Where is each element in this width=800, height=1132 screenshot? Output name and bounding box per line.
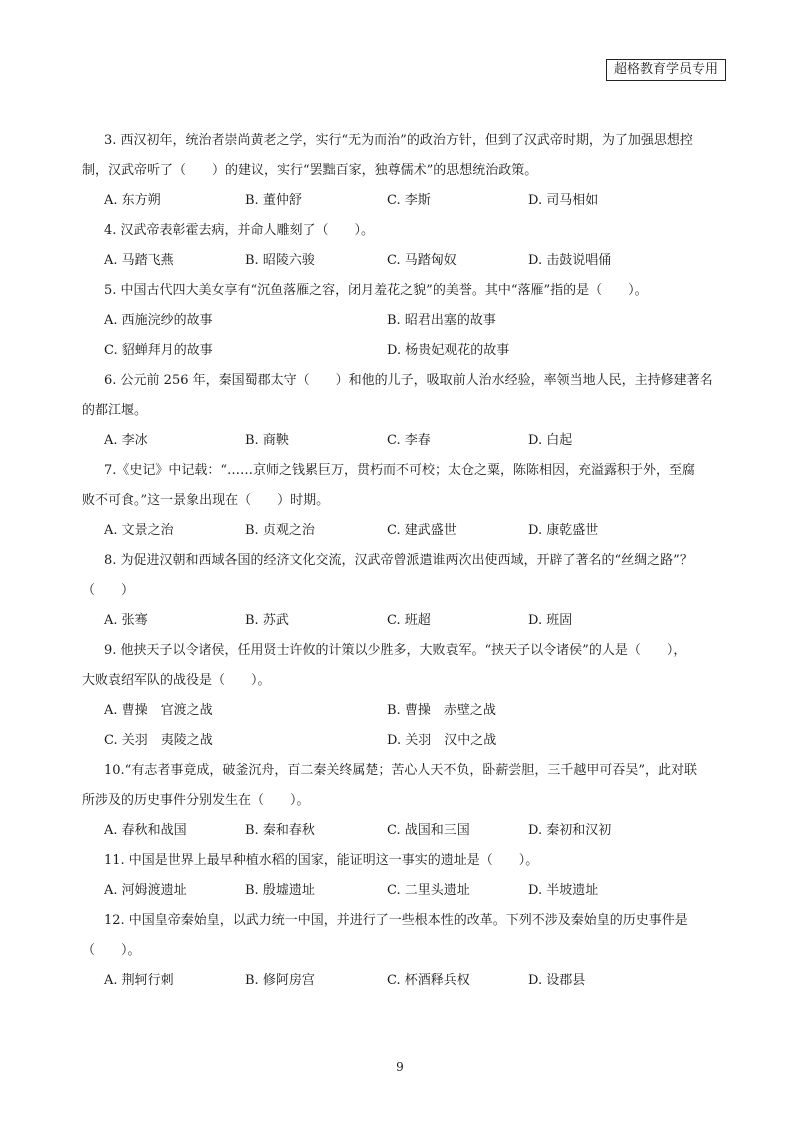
question-8-line-2: （ ） <box>82 583 135 598</box>
question-12-option-c: C. 杯酒释兵权 <box>387 973 470 988</box>
question-7-option-b: B. 贞观之治 <box>245 523 315 538</box>
header-badge: 超格教育学员专用 <box>606 59 726 81</box>
question-10-line-2: 所涉及的历史事件分别发生在（ ）。 <box>82 793 310 808</box>
question-7-option-c: C. 建武盛世 <box>387 523 457 538</box>
question-10-line-1: 10.“有志者事竟成，破釜沉舟，百二秦关终属楚；苦心人天不负，卧薪尝胆，三千越甲可吞吴”，此对联 <box>104 763 697 778</box>
question-4-option-d: D. 击鼓说唱俑 <box>528 253 612 268</box>
question-8-line-1: 8. 为促进汉朝和西域各国的经济文化交流，汉武帝曾派遣谁两次出使西域，开辟了著名的“丝绸之路”？ <box>104 553 693 568</box>
question-9-option-b: B. 曹操 赤壁之战 <box>387 703 496 718</box>
question-4-option-a: A. 马踏飞燕 <box>104 253 174 268</box>
question-12-option-a: A. 荆轲行刺 <box>104 973 174 988</box>
question-6-line-1: 6. 公元前 256 年，秦国蜀郡太守（ ）和他的儿子，吸取前人治水经验，率领当地人民，主持修建著名 <box>104 373 713 388</box>
question-3-option-a: A. 东方朔 <box>104 193 161 208</box>
question-4-option-b: B. 昭陵六骏 <box>245 253 315 268</box>
question-12-line-1: 12. 中国皇帝秦始皇，以武力统一中国，并进行了一些根本性的改革。下列不涉及秦始皇的历史事件是 <box>104 913 688 928</box>
question-3-line-2: 制，汉武帝听了（ ）的建议，实行“罢黜百家，独尊儒术”的思想统治政策。 <box>82 163 538 178</box>
question-11-option-a: A. 河姆渡遗址 <box>104 883 187 898</box>
question-3-option-c: C. 李斯 <box>387 193 431 208</box>
question-7-line-2: 败不可食。”这一景象出现在（ ）时期。 <box>82 493 330 508</box>
question-5-line-1: 5. 中国古代四大美女享有“沉鱼落雁之容，闭月羞花之貌”的美誉。其中“落雁”指的是（ ）。 <box>104 283 648 298</box>
question-8-option-d: D. 班固 <box>528 613 573 628</box>
question-9-option-d: D. 关羽 汉中之战 <box>387 733 497 748</box>
question-5-option-a: A. 西施浣纱的故事 <box>104 313 213 328</box>
question-4-option-c: C. 马踏匈奴 <box>387 253 457 268</box>
question-7-option-a: A. 文景之治 <box>104 523 174 538</box>
question-12-option-b: B. 修阿房宫 <box>245 973 315 988</box>
question-11-line-1: 11. 中国是世界上最早种植水稻的国家，能证明这一事实的遗址是（ ）。 <box>104 853 539 868</box>
question-12-option-d: D. 设郡县 <box>528 973 586 988</box>
question-11-option-b: B. 殷墟遗址 <box>245 883 315 898</box>
page-number: 9 <box>396 1060 404 1074</box>
question-4-line-1: 4. 汉武帝表彰霍去病，并命人雕刻了（ ）。 <box>104 223 375 238</box>
question-6-option-a: A. 李冰 <box>104 433 148 448</box>
question-9-line-2: 大败袁绍军队的战役是（ ）。 <box>82 673 271 688</box>
question-7-line-1: 7.《史记》中记载：“……京师之钱累巨万，贯朽而不可校；太仓之粟，陈陈相因，充溢露积于外，至腐 <box>104 463 696 478</box>
question-10-option-d: D. 秦初和汉初 <box>528 823 612 838</box>
question-9-option-a: A. 曹操 官渡之战 <box>104 703 213 718</box>
question-3-line-1: 3. 西汉初年，统治者崇尚黄老之学，实行“无为而治”的政治方针，但到了汉武帝时期，为了加强思想控 <box>104 133 693 148</box>
question-3-option-b: B. 董仲舒 <box>245 193 302 208</box>
question-9-option-c: C. 关羽 夷陵之战 <box>104 733 213 748</box>
question-7-option-d: D. 康乾盛世 <box>528 523 599 538</box>
question-12-line-2: （ ）。 <box>82 943 141 958</box>
question-8-option-a: A. 张骞 <box>104 613 148 628</box>
question-11-option-d: D. 半坡遗址 <box>528 883 599 898</box>
question-6-option-c: C. 李春 <box>387 433 431 448</box>
question-10-option-a: A. 春秋和战国 <box>104 823 187 838</box>
question-5-option-d: D. 杨贵妃观花的故事 <box>387 343 510 358</box>
question-11-option-c: C. 二里头遗址 <box>387 883 470 898</box>
question-10-option-c: C. 战国和三国 <box>387 823 470 838</box>
question-5-option-b: B. 昭君出塞的故事 <box>387 313 496 328</box>
question-6-line-2: 的都江堰。 <box>82 403 148 418</box>
question-5-option-c: C. 貂蝉拜月的故事 <box>104 343 213 358</box>
question-6-option-d: D. 白起 <box>528 433 573 448</box>
question-8-option-c: C. 班超 <box>387 613 431 628</box>
question-9-line-1: 9. 他挟天子以令诸侯，任用贤士许攸的计策以少胜多，大败袁军。“挟天子以令诸侯”的人是（ ）， <box>104 643 687 658</box>
question-8-option-b: B. 苏武 <box>245 613 289 628</box>
question-6-option-b: B. 商鞅 <box>245 433 289 448</box>
question-3-option-d: D. 司马相如 <box>528 193 599 208</box>
question-10-option-b: B. 秦和春秋 <box>245 823 315 838</box>
